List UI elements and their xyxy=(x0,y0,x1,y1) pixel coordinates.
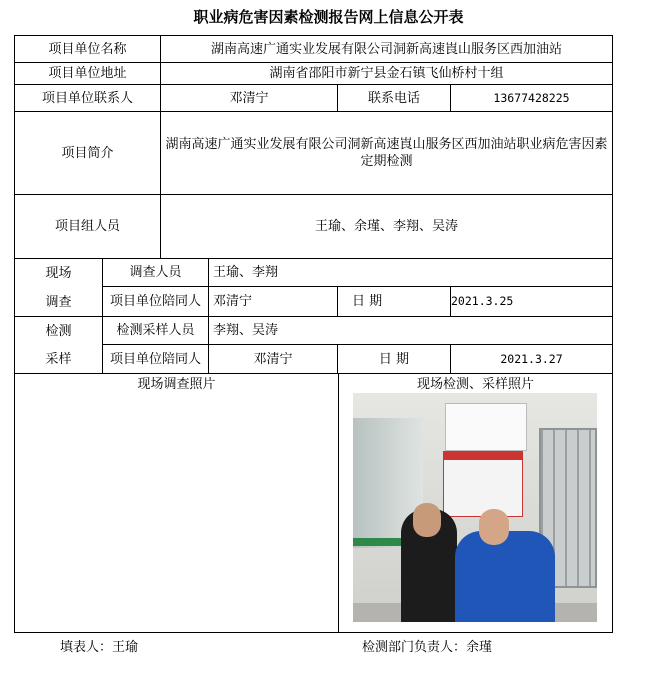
contact-value: 邓清宁 xyxy=(229,90,269,106)
sampling-photo xyxy=(353,393,597,622)
team-value: 王瑜、余瑾、李翔、吴涛 xyxy=(314,219,458,234)
survey-escort-label: 项目单位陪同人 xyxy=(109,294,201,309)
sampling-date-label: 日 期 xyxy=(378,351,410,367)
sampling-date-value: 2021.3.27 xyxy=(500,351,563,366)
investigator-value: 王瑜、李翔 xyxy=(213,265,279,280)
survey-photo-label: 现场调查照片 xyxy=(137,376,216,392)
sampling-escort-value: 邓清宁 xyxy=(253,351,293,367)
address-label: 项目单位地址 xyxy=(48,66,127,81)
contact-label: 项目单位联系人 xyxy=(41,90,133,106)
sampling-escort-label: 项目单位陪同人 xyxy=(109,351,201,367)
phone-label: 联系电话 xyxy=(367,90,420,106)
team-label: 项目组人员 xyxy=(54,219,120,234)
filler-signature: 填表人：王瑜 xyxy=(60,640,139,655)
survey-date-value: 2021.3.25 xyxy=(451,294,514,308)
intro-label: 项目简介 xyxy=(61,145,114,161)
sampler-value: 李翔、吴涛 xyxy=(213,323,279,338)
unit-name-value: 湖南高速广通实业发展有限公司洞新高速崀山服务区西加油站 xyxy=(210,41,562,57)
survey-label-2: 调查 xyxy=(45,294,72,310)
phone-value: 13677428225 xyxy=(493,90,570,105)
investigator-label: 调查人员 xyxy=(129,265,182,280)
address-value: 湖南省邵阳市新宁县金石镇飞仙桥村十组 xyxy=(269,66,504,81)
department-head-signature: 检测部门负责人：余瑾 xyxy=(362,640,493,655)
survey-date-label: 日 期 xyxy=(352,294,383,309)
sampling-label-1: 检测 xyxy=(45,323,72,339)
unit-name-label: 项目单位名称 xyxy=(48,41,127,57)
sampling-label-2: 采样 xyxy=(45,351,72,367)
page-title: 职业病危害因素检测报告网上信息公开表 xyxy=(193,8,464,26)
sampling-photo-label: 现场检测、采样照片 xyxy=(416,376,534,392)
intro-value: 湖南高速广通实业发展有限公司洞新高速崀山服务区西加油站职业病危害因素定期检测 xyxy=(165,137,608,169)
survey-escort-value: 邓清宁 xyxy=(213,294,253,309)
sampler-label: 检测采样人员 xyxy=(116,323,195,338)
survey-label-1: 现场 xyxy=(45,266,72,281)
